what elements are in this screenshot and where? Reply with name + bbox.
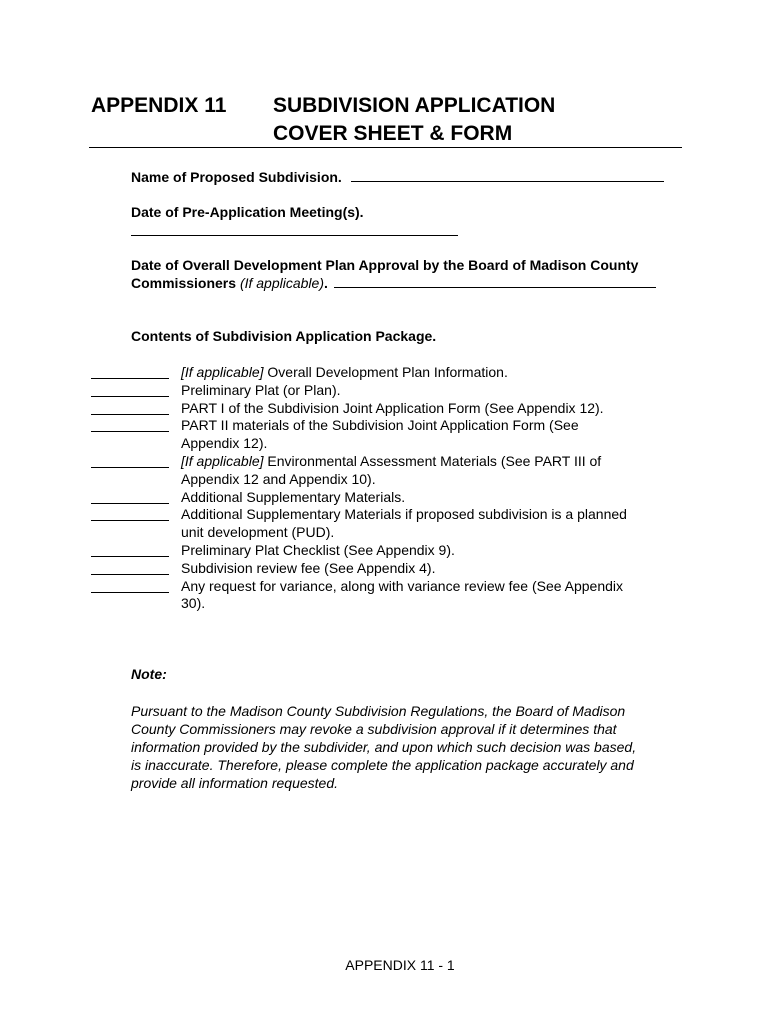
pre-application-meeting-blank-row — [131, 222, 458, 240]
checklist-item-text — [181, 364, 681, 382]
pre-application-meeting-label: Date of Pre-Application Meeting(s). — [131, 204, 364, 220]
note-line: County Commissioners may revoke a subdivision approval if it determines that — [131, 721, 617, 737]
checklist-checkbox-blank[interactable] — [91, 592, 169, 593]
checklist-checkbox-blank[interactable] — [91, 414, 169, 415]
checklist-checkbox-blank[interactable] — [91, 378, 169, 379]
checklist-item-text — [181, 506, 681, 542]
checklist-item-tag: [If applicable] — [181, 364, 264, 380]
proposed-subdivision-field — [131, 168, 664, 186]
checklist-item-line: Preliminary Plat (or Plan). — [181, 381, 341, 398]
checklist-item-line: Overall Development Plan Information. — [263, 364, 508, 380]
odp-approval-commissioners-label: Commissioners — [131, 275, 237, 291]
checklist-item — [91, 560, 681, 578]
checklist-item-text — [181, 453, 681, 489]
note-line: is inaccurate. Therefore, please complete the application package accurately and — [131, 757, 634, 773]
checklist-item-line: Appendix 12). — [181, 435, 268, 452]
checklist-checkbox-blank[interactable] — [91, 431, 169, 432]
checklist-item-text — [181, 417, 681, 453]
pre-application-meeting-blank[interactable] — [131, 223, 458, 236]
checklist-item-line: PART II materials of the Subdivision Joint Application Form (See — [181, 417, 579, 434]
checklist-item — [91, 417, 681, 453]
title-line-2: COVER SHEET & FORM — [273, 122, 513, 145]
checklist-item-line: unit development (PUD). — [181, 524, 335, 541]
checklist-item — [91, 453, 681, 489]
contents-checklist — [91, 364, 681, 613]
odp-approval-period: . — [323, 275, 328, 291]
checklist-item-tag: [If applicable] — [181, 452, 264, 469]
title-main — [273, 92, 693, 148]
checklist-item — [91, 542, 681, 560]
checklist-checkbox-blank[interactable] — [91, 503, 169, 504]
contents-heading: Contents of Subdivision Application Package. — [131, 328, 437, 344]
checklist-item — [91, 506, 681, 542]
proposed-subdivision-blank[interactable] — [351, 169, 664, 182]
checklist-item-line: Appendix 12 and Appendix 10). — [181, 470, 376, 487]
checklist-item-text — [181, 400, 681, 418]
checklist-item-line: Any request for variance, along with variance review fee (See Appendix — [181, 577, 624, 594]
note-heading: Note: — [131, 666, 167, 682]
proposed-subdivision-label: Name of Proposed Subdivision. — [131, 169, 342, 185]
checklist-item — [91, 489, 681, 507]
note-line: information provided by the subdivider, and upon which such decision was based, — [131, 739, 637, 755]
note-body — [131, 702, 691, 792]
checklist-item — [91, 382, 681, 400]
checklist-item-text — [181, 560, 681, 578]
checklist-checkbox-blank[interactable] — [91, 467, 169, 468]
title-divider — [89, 147, 682, 148]
checklist-checkbox-blank[interactable] — [91, 520, 169, 521]
checklist-item — [91, 578, 681, 614]
odp-approval-field — [131, 256, 638, 274]
checklist-item-line: Environmental Assessment Materials (See PART III of — [263, 452, 602, 469]
checklist-checkbox-blank[interactable] — [91, 574, 169, 575]
note-line: Pursuant to the Madison County Subdivision Regulations, the Board of Madison — [131, 703, 626, 719]
checklist-item-text — [181, 578, 681, 614]
odp-approval-field-line2 — [131, 274, 656, 292]
title-line-1: SUBDIVISION APPLICATION — [273, 94, 556, 117]
odp-approval-blank[interactable] — [334, 275, 656, 288]
odp-approval-if-applicable: (If applicable) — [239, 275, 324, 291]
checklist-item-line: Subdivision review fee (See Appendix 4). — [181, 559, 436, 576]
checklist-item-line: Preliminary Plat Checklist (See Appendix 9). — [181, 541, 455, 558]
pre-application-meeting-field — [131, 203, 364, 221]
odp-approval-label: Date of Overall Development Plan Approval by the Board of Madison County — [131, 257, 639, 273]
checklist-item-text — [181, 489, 681, 507]
checklist-item-text — [181, 382, 681, 400]
checklist-item-line: Additional Supplementary Materials if proposed subdivision is a planned — [181, 506, 627, 523]
checklist-item-line: 30). — [181, 595, 206, 612]
checklist-checkbox-blank[interactable] — [91, 556, 169, 557]
checklist-item — [91, 364, 681, 382]
checklist-item-line: Additional Supplementary Materials. — [181, 488, 406, 505]
checklist-item-line: PART I of the Subdivision Joint Application Form (See Appendix 12). — [181, 399, 604, 416]
note-line: provide all information requested. — [131, 775, 339, 791]
checklist-checkbox-blank[interactable] — [91, 396, 169, 397]
page-footer: APPENDIX 11 - 1 — [345, 957, 455, 973]
checklist-item-text — [181, 542, 681, 560]
checklist-item — [91, 400, 681, 418]
title-appendix-number: APPENDIX 11 — [91, 94, 227, 117]
